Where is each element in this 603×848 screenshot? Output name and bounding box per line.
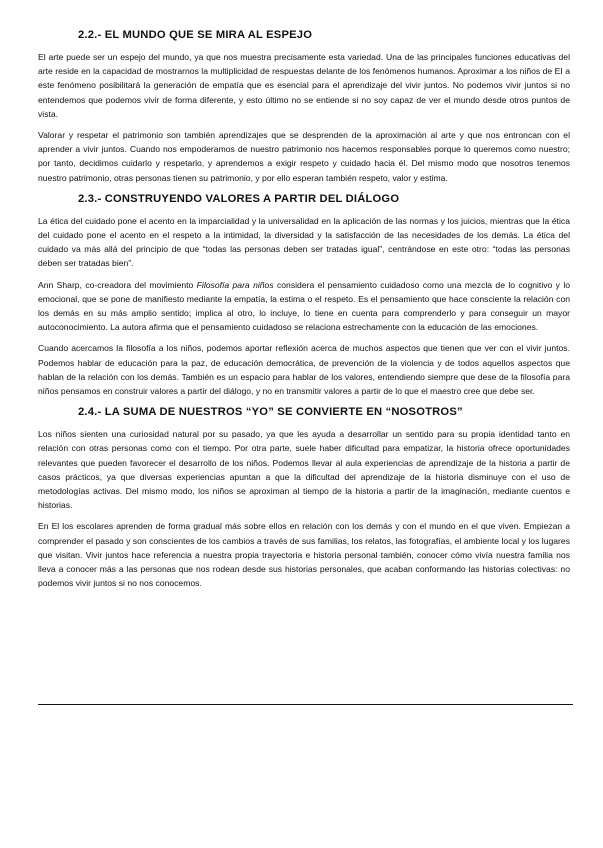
text-run: considera el pensamiento cuidadoso como una mezcla de lo cognitivo y lo emocional, que se pone de manifiesto mediante la empatía, la estima o el respeto. Es el pensamiento que hace consciente la relación con los demás en su más amplio sentido; implica al otro, lo incluye, lo tiene en cuenta para comprenderlo y para conseguir un mayor autoconocimiento. La autora afirma que el pensamiento cuidadoso se relaciona estrechamente con la educación de las emociones. bbox=[38, 279, 571, 333]
section-construyendo-valores bbox=[38, 192, 570, 398]
section-heading: 2.4.- LA SUMA DE NUESTROS “YO” SE CONVIERTE EN “NOSOTROS” bbox=[78, 406, 463, 419]
paragraph: El arte puede ser un espejo del mundo, ya que nos muestra precisamente esta variedad. Una de las principales funciones educativas del arte reside en la capacidad de mostrarnos la multiplicidad de respuestas delante de los fenómenos humanos. Aproximar a los niños de EI a este fenómeno posibilitará la generación de empatía que es esencial para el aprendizaje del vivir juntos. No podemos vivir juntos si no entendemos que podemos vivir de forma diferente, y esto último no se entiende si no soy capaz de ver el mundo desde otros puntos de vista. bbox=[38, 52, 570, 119]
paragraph: Valorar y respetar el patrimonio son también aprendizajes que se desprenden de la aproximación al arte y que nos entroncan con el aprender a vivir juntos. Cuando nos empoderamos de nuestro patrimonio nos hacemos responsables porque lo queremos como nuestro; por tanto, decidimos cuidarlo y respetarlo, y aprendemos a exigir respeto y cuidado hacia él. Del mismo modo que nosotros tenemos nuestro patrimonio, otras personas tienen su patrimonio, y por ello esperan también respeto, valor y estima. bbox=[38, 130, 570, 183]
section-mundo-espejo bbox=[38, 28, 570, 185]
section-suma-nosotros bbox=[38, 405, 570, 590]
paragraph: En El los escolares aprenden de forma gradual más sobre ellos en relación con los demás y con el mundo en el que viven. Empiezan a comprender el pasado y son conscientes de los cambios a través de sus familias, los relatos, las fotografías, el ambiente local y los lugares que visitan. Vivir juntos hace referencia a nuestra propia trayectoria e historia personal también, conocer cómo vivía nuestra familia nos lleva a conocer más a las personas que nos rodean desde sus historias personales, que acaban conformando las historias colectivas: no podemos vivir juntos si no nos conocemos. bbox=[38, 521, 570, 589]
text-run: Ann Sharp, co-creadora del movimiento bbox=[38, 279, 197, 290]
document-page bbox=[38, 28, 570, 598]
section-heading: 2.2.- EL MUNDO QUE SE MIRA AL ESPEJO bbox=[78, 29, 313, 41]
paragraph: La ética del cuidado pone el acento en la imparcialidad y la universalidad en la aplicación de las normas y los juicios, mientras que la ética del cuidado pone el acento en el respeto a la intimidad, la diversidad y la satisfacción de las necesidades de los demás. La ética del cuidado va más allá del principio de que “todas las personas deben ser tratadas igual”, centrándose en este otro: “todas las personas deben ser tratadas bien”. bbox=[38, 215, 570, 269]
section-heading: 2.3.- CONSTRUYENDO VALORES A PARTIR DEL DIÁLOGO bbox=[78, 192, 400, 205]
paragraph-sharp bbox=[38, 278, 570, 335]
footer-rule bbox=[38, 704, 573, 705]
paragraph: Cuando acercamos la filosofía a los niños, podemos aportar reflexión acerca de muchos aspectos que tienen que ver con el vivir juntos. Podemos hablar de educación para la paz, de educación democrática, de prevención de la violencia y de todos aquellos aspectos que hablan de la relación con los demás. También es un espacio para hablar de los valores, entendiendo siempre que dese de la filosofía para niños pensamos en construir valores a partir del diálogo, y no en transmitir valores a partir de lo que el maestro cree que debe ser. bbox=[38, 343, 570, 397]
paragraph: Los niños sienten una curiosidad natural por su pasado, ya que les ayuda a desarrollar un sentido para su propia identidad tanto en relación con otras personas como con el tiempo. Por otra parte, suele haber dificultad para empatizar, la historia ofrece oportunidades relevantes que pueden favorecer el desarrollo de los niños. Podemos llevar al aula experiencias de aprendizaje de la historia a partir de casos prácticos, ya que diversas experiencias apuntan a que la dificultad del aprendizaje de la historia disminuye con el uso de metodologías activas. Del mismo modo, los niños se aproximan al tiempo de la historia a partir de la imaginación, mediante cuentos e historias. bbox=[38, 429, 570, 511]
book-title: Filosofía para niños bbox=[196, 279, 274, 290]
